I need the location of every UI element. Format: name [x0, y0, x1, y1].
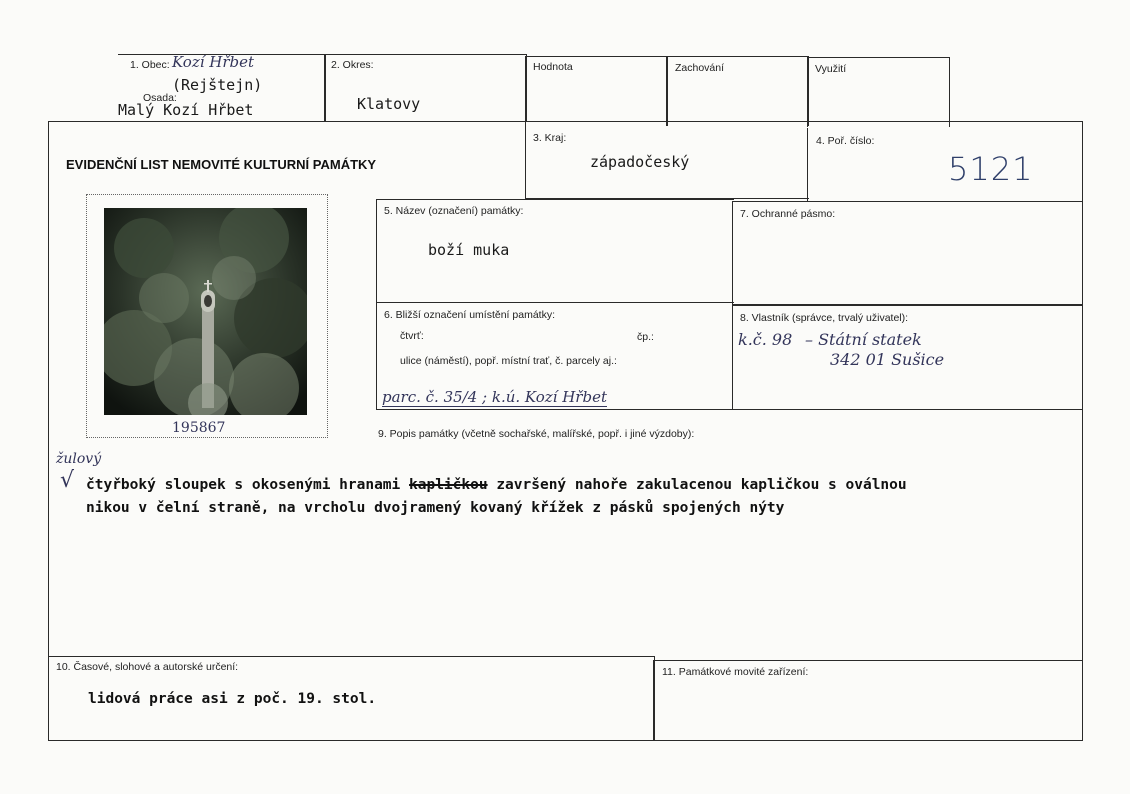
- okres-label: 2. Okres:: [331, 59, 374, 71]
- section-divider-9: [376, 409, 1083, 410]
- por-cislo-label: 4. Poř. číslo:: [816, 135, 875, 147]
- popis-line1-struck: kapličkou: [409, 477, 488, 493]
- popis-label: 9. Popis památky (včetně sochařské, malířské, popř. i jiné výzdoby):: [378, 428, 695, 440]
- ctvrt-label: čtvrť:: [400, 330, 424, 342]
- hodnota-label: Hodnota: [533, 61, 573, 73]
- ulice-label: ulice (náměstí), popř. místní trať, č. parcely aj.:: [400, 355, 617, 367]
- vlastnik-line1-a: k.č. 98: [738, 330, 793, 349]
- okres-value: Klatovy: [357, 95, 421, 113]
- monument-photo: [104, 208, 307, 415]
- cp-label: čp.:: [637, 331, 654, 343]
- zachovani-label: Zachování: [675, 62, 725, 74]
- kraj-value: západočeský: [590, 153, 690, 171]
- ochranne-label: 7. Ochranné pásmo:: [740, 208, 836, 220]
- umisteni-label: 6. Bližší označení umístění památky:: [384, 309, 555, 321]
- kraj-label: 3. Kraj:: [533, 132, 567, 144]
- movite-label: 11. Památkové movité zařízení:: [662, 666, 809, 678]
- wayside-shrine-photo-icon: [104, 208, 307, 415]
- osada-value: Malý Kozí Hřbet: [118, 101, 254, 119]
- popis-line1-start: čtyřboký sloupek s okosenými hranami: [86, 477, 410, 493]
- nazev-value: boží muka: [428, 241, 510, 259]
- umisteni-value: parc. č. 35/4 ; k.ú. Kozí Hřbet: [382, 388, 607, 406]
- popis-line2: nikou v čelní straně, na vrcholu dvojramený kovaný křížek z pásků spojených nýty: [86, 500, 785, 516]
- casove-value: lidová práce asi z poč. 19. stol.: [88, 691, 377, 707]
- popis-note: žulový: [56, 451, 102, 467]
- popis-line1-end: završený nahoře zakulacenou kapličkou s oválnou: [487, 477, 907, 493]
- vyuziti-label: Využití: [815, 63, 847, 75]
- photo-number: 195867: [172, 420, 226, 436]
- vlastnik-label: 8. Vlastník (správce, trvalý uživatel):: [740, 312, 909, 324]
- form-title: EVIDENČNÍ LIST NEMOVITÉ KULTURNÍ PAMÁTKY: [66, 157, 377, 172]
- obec-value: Kozí Hřbet: [172, 53, 255, 71]
- obec-sub: (Rejštejn): [172, 76, 263, 94]
- vlastnik-line2: 342 01 Sušice: [830, 350, 945, 369]
- por-cislo-value: 5121: [948, 150, 1034, 188]
- insert-mark-icon: √: [60, 468, 75, 493]
- nazev-label: 5. Název (označení) památky:: [384, 205, 524, 217]
- obec-label: 1. Obec:: [130, 59, 170, 71]
- casove-label: 10. Časové, slohové a autorské určení:: [56, 661, 239, 673]
- osada-label: Osada:: [143, 92, 177, 104]
- vlastnik-line1-b: – Státní statek: [805, 330, 922, 349]
- popis-line1: [86, 477, 907, 493]
